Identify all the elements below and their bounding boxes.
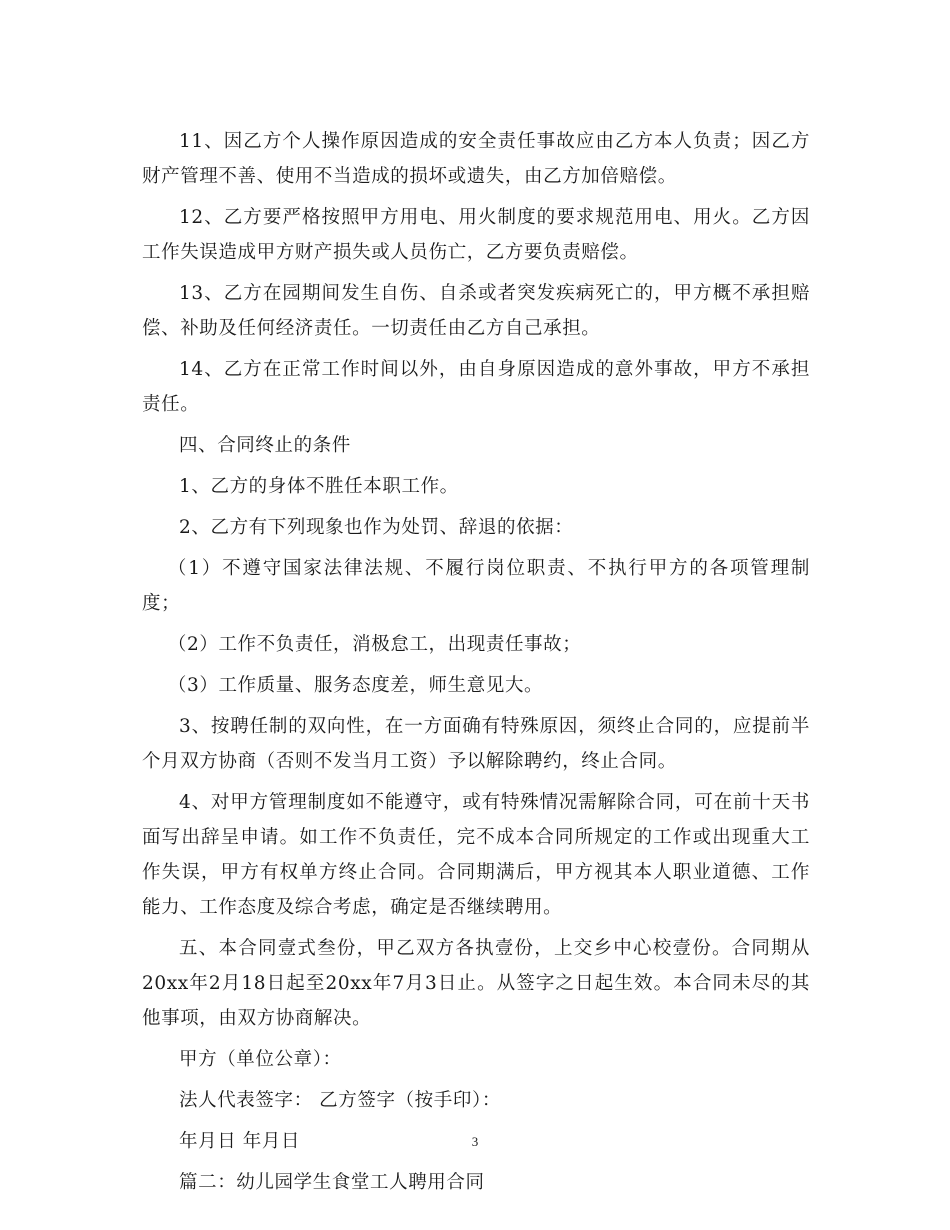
- next-article-title: 篇二：幼儿园学生食堂工人聘用合同: [179, 1172, 485, 1193]
- termination-item-2: 2、乙方有下列现象也作为处罚、辞退的依据：: [179, 517, 574, 538]
- document-body: [142, 124, 810, 1206]
- date-line: 年月日 年月日: [179, 1131, 301, 1152]
- termination-item-1: 1、乙方的身体不胜任本职工作。: [179, 476, 459, 497]
- paragraph-14: 14、乙方在正常工作时间以外，由自身原因造成的意外事故，甲方不承担责任。: [142, 359, 810, 415]
- sub-item-2: （2）工作不负责任，消极怠工，出现责任事故；: [167, 634, 582, 655]
- section-five-copies: 五、本合同壹式叁份，甲乙双方各执壹份，上交乡中心校壹份。合同期从20xx年2月18日起至20xx年7月3日止。从签字之日起生效。本合同未尽的其他事项，由双方协商解决。: [142, 938, 810, 1029]
- sub-item-1: （1）不遵守国家法律法规、不履行岗位职责、不执行甲方的各项管理制度；: [142, 558, 810, 614]
- section-heading-termination: 四、合同终止的条件: [179, 435, 351, 456]
- termination-item-4: 4、对甲方管理制度如不能遵守，或有特殊情况需解除合同，可在前十天书面写出辞呈申请。如工作不负责任，完不成本合同所规定的工作或出现重大工作失误，甲方有权单方终止合同。合同期满后，甲方视其本人职业道德、工作能力、工作态度及综合考虑，确定是否继续聘用。: [142, 792, 810, 918]
- termination-item-3: 3、按聘任制的双向性，在一方面确有特殊原因，须终止合同的，应提前半个月双方协商（否则不发当月工资）予以解除聘约，终止合同。: [142, 716, 810, 772]
- party-a-seal-line: 甲方（单位公章）：: [179, 1049, 342, 1070]
- sub-item-3: （3）工作质量、服务态度差，师生意见大。: [167, 675, 544, 696]
- page-number: 3: [471, 1134, 479, 1149]
- paragraph-12: 12、乙方要严格按照甲方用电、用火制度的要求规范用电、用火。乙方因工作失误造成甲方财产损失或人员伤亡，乙方要负责赔偿。: [142, 207, 810, 263]
- paragraph-11: 11、因乙方个人操作原因造成的安全责任事故应由乙方本人负责；因乙方财产管理不善、使用不当造成的损坏或遗失，由乙方加倍赔偿。: [142, 131, 810, 187]
- signature-line: 法人代表签字： 乙方签字（按手印）：: [179, 1090, 501, 1111]
- paragraph-13: 13、乙方在园期间发生自伤、自杀或者突发疾病死亡的，甲方概不承担赔偿、补助及任何经济责任。一切责任由乙方自己承担。: [142, 283, 810, 339]
